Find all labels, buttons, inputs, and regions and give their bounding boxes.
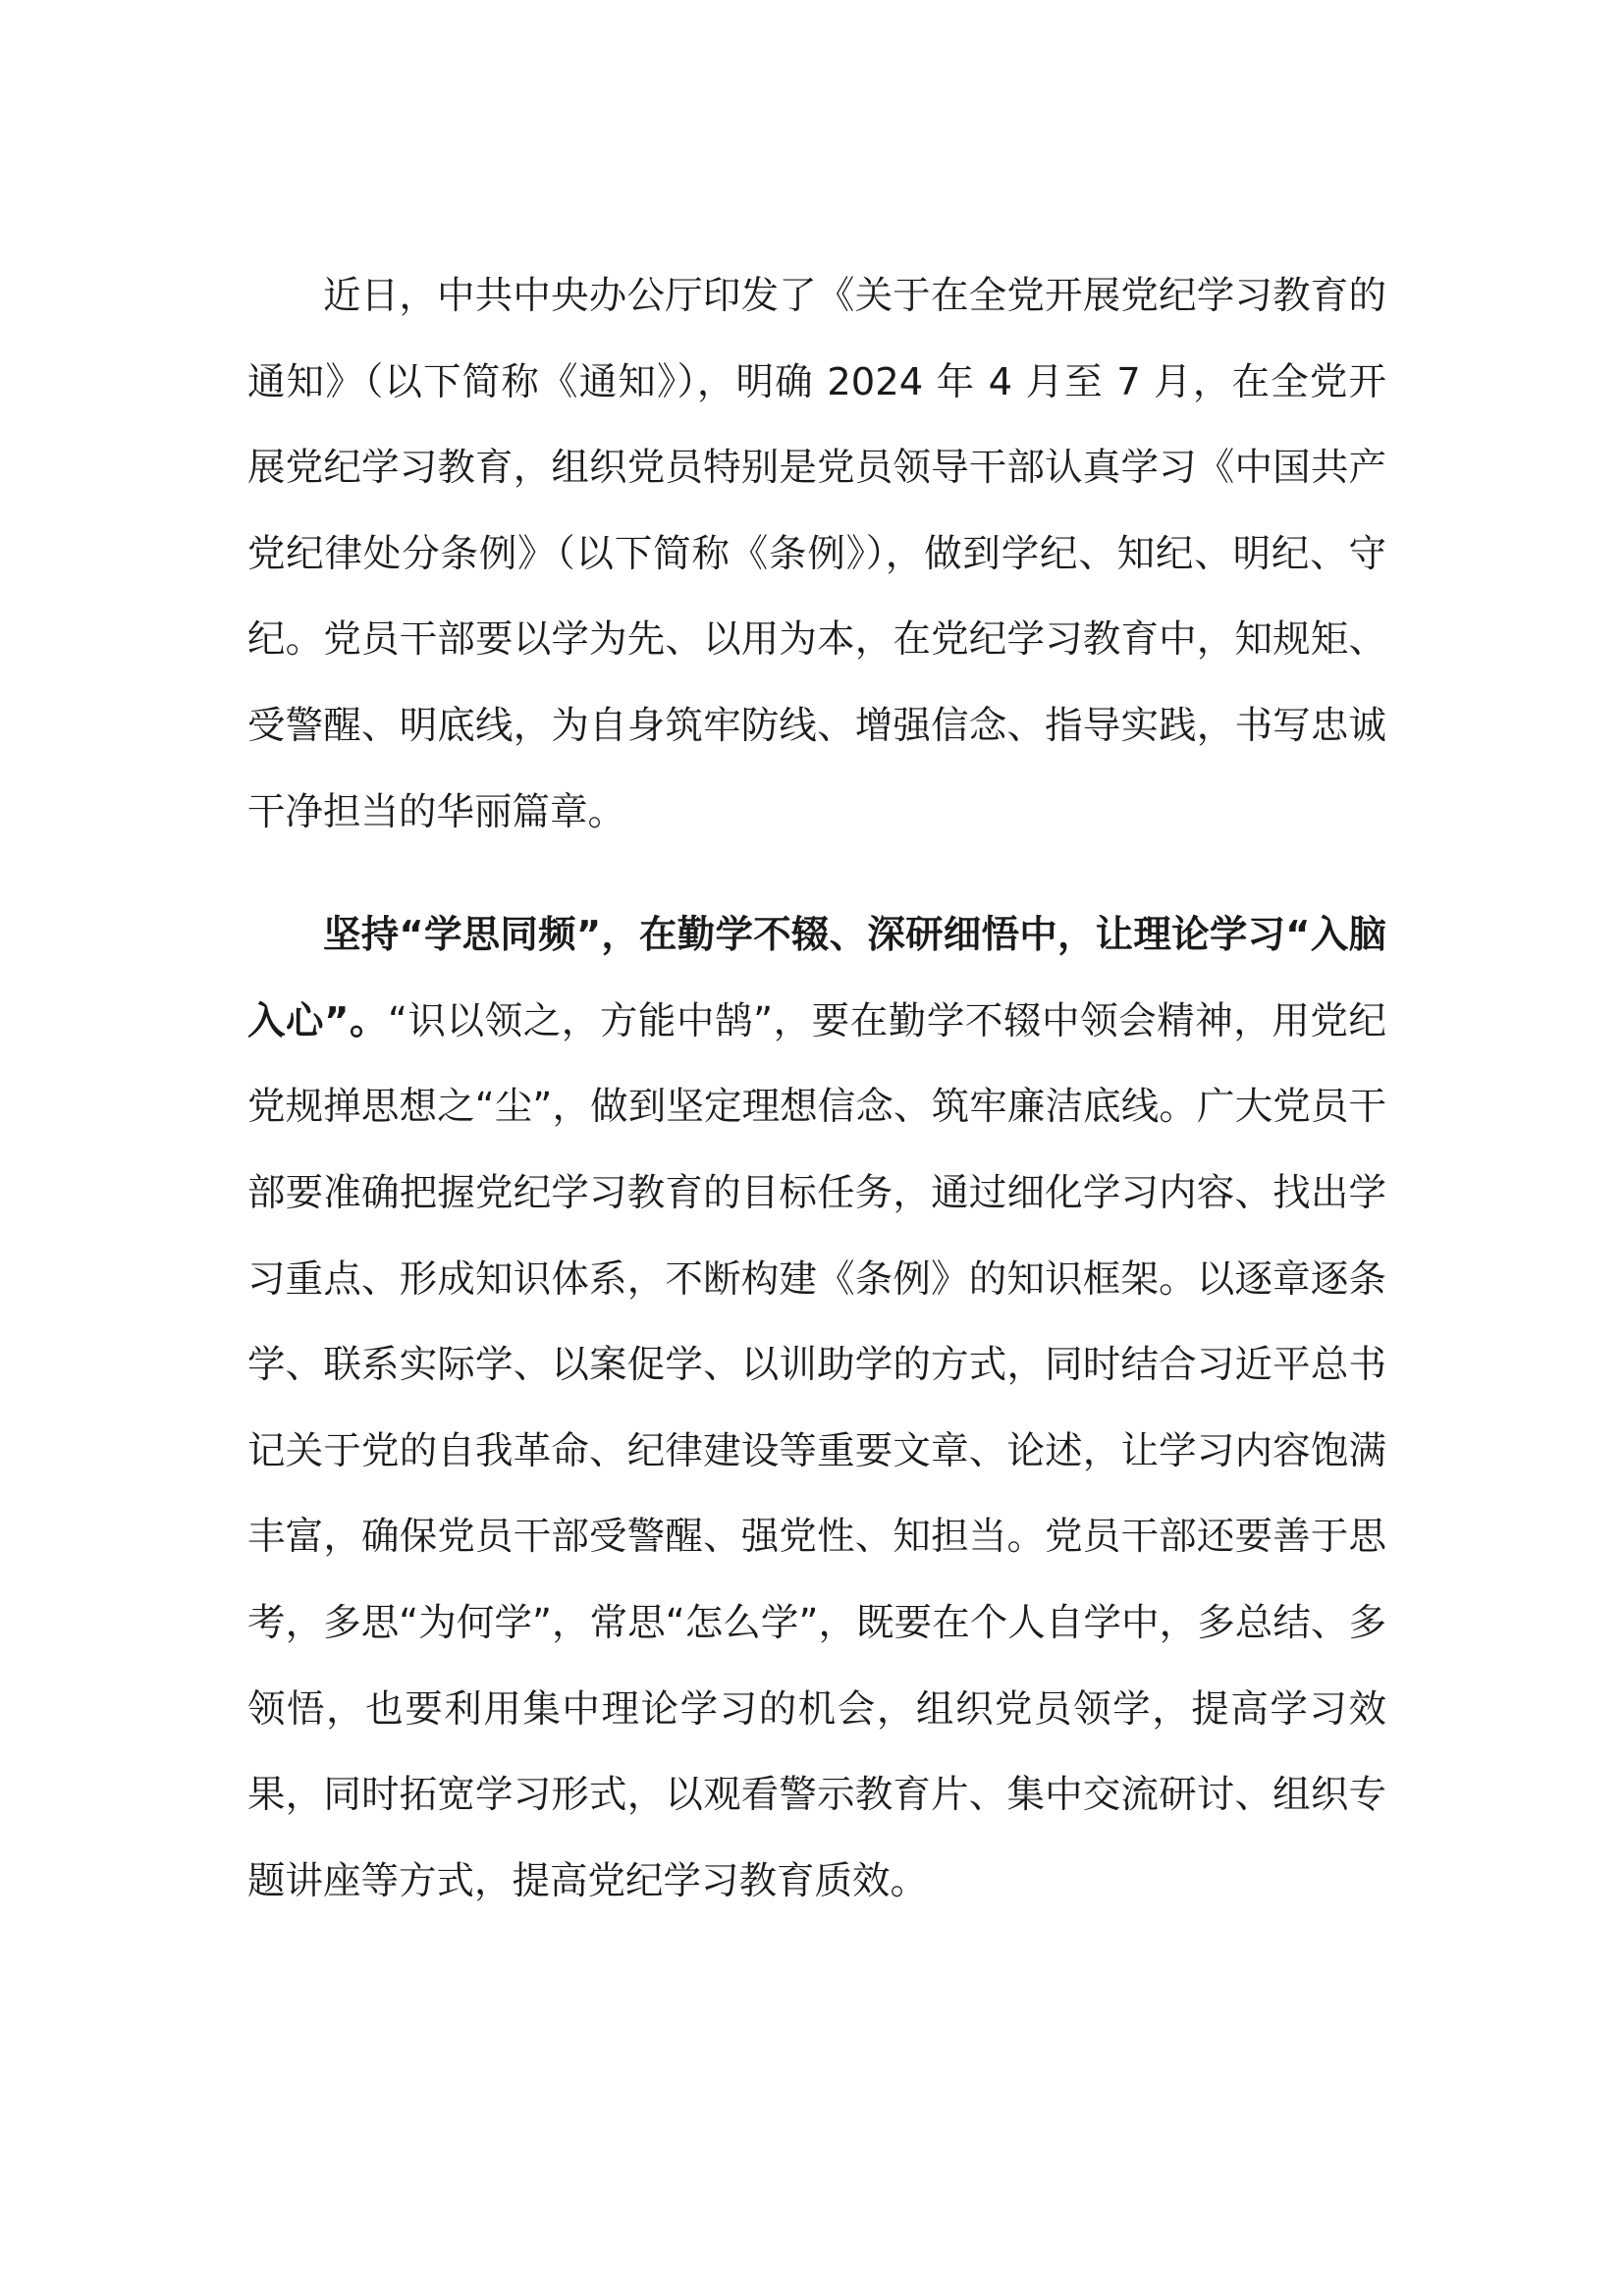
paragraph-intro-text: 近日，中共中央办公厅印发了《关于在全党开展党纪学习教育的通知》（以下简称《通知》），明确 2024 年 4 月至 7 月，在全党开展党纪学习教育，组织党员特别是党员领导干部认真学习《中国共产党纪律处分条例》（以下简称《条例》），做到学纪、知纪、明纪、守纪。党员干部要以学为先、以用为本，在党纪学习教育中，知规矩、受警醒、明底线，为自身筑牢防线、增强信念、指导实践，书写忠诚干净担当的华丽篇章。 bbox=[247, 274, 1386, 834]
document-body bbox=[247, 253, 1386, 1924]
paragraph-learning-heading: 坚持“学思同频”，在勤学不辍、深研细悟中，让理论学习“入脑入心”。 bbox=[247, 913, 1386, 1043]
paragraph-intro bbox=[247, 253, 1386, 855]
paragraph-learning-text: “识以领之，方能中鹄”，要在勤学不辍中领会精神，用党纪党规掸思想之“尘”，做到坚定理想信念、筑牢廉洁底线。广大党员干部要准确把握党纪学习教育的目标任务，通过细化学习内容、找出学习重点、形成知识体系，不断构建《条例》的知识框架。以逐章逐条学、联系实际学、以案促学、以训助学的方式，同时结合习近平总书记关于党的自我革命、纪律建设等重要文章、论述，让学习内容饱满丰富，确保党员干部受警醒、强党性、知担当。党员干部还要善于思考，多思“为何学”，常思“怎么学”，既要在个人自学中，多总结、多领悟，也要利用集中理论学习的机会，组织党员领学，提高学习效果，同时拓宽学习形式，以观看警示教育片、集中交流研讨、组织专题讲座等方式，提高党纪学习教育质效。 bbox=[247, 998, 1386, 1903]
paragraph-learning bbox=[247, 892, 1386, 1924]
